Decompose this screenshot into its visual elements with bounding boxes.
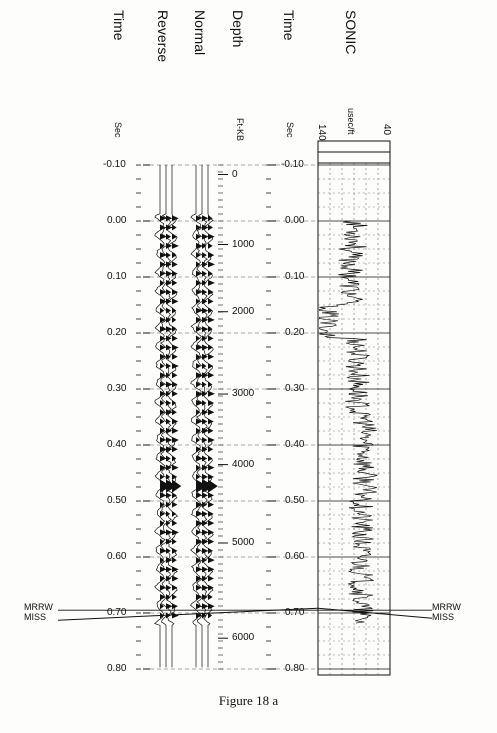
reverse-peak bbox=[166, 566, 172, 572]
reverse-peak bbox=[160, 437, 166, 443]
time-tick-right: 0.00 bbox=[285, 215, 305, 226]
reverse-peak bbox=[160, 345, 166, 351]
time-tick-left: 0.20 bbox=[107, 327, 127, 338]
time-tick-left: 0.00 bbox=[107, 215, 127, 226]
normal-peak bbox=[208, 391, 215, 397]
reverse-trace bbox=[155, 165, 166, 667]
reverse-peak bbox=[160, 289, 166, 295]
reverse-peak bbox=[172, 480, 181, 493]
normal-peak bbox=[202, 345, 208, 351]
reverse-trace bbox=[167, 165, 178, 667]
sonic-scale-left: 140 bbox=[316, 124, 327, 141]
normal-peak bbox=[208, 345, 213, 351]
normal-peak bbox=[196, 576, 202, 582]
reverse-peak bbox=[172, 289, 178, 295]
depth-tick-label: 0 bbox=[232, 168, 238, 180]
time-tick-left: 0.40 bbox=[107, 439, 127, 450]
normal-peak bbox=[202, 455, 207, 461]
reverse-peak bbox=[172, 298, 178, 304]
reverse-peak bbox=[166, 234, 171, 240]
reverse-trace bbox=[161, 165, 172, 667]
reverse-peak bbox=[172, 418, 178, 424]
reverse-peak bbox=[172, 428, 178, 434]
normal-peak bbox=[208, 326, 213, 332]
reverse-peak bbox=[172, 594, 177, 600]
reverse-peak bbox=[172, 566, 179, 572]
time-tick-left: -0.10 bbox=[103, 159, 126, 170]
normal-peak bbox=[202, 529, 209, 535]
header-sonic: SONIC bbox=[343, 10, 359, 55]
reverse-peak bbox=[172, 215, 179, 221]
reverse-peak bbox=[166, 585, 171, 591]
normal-peak bbox=[208, 502, 214, 508]
marker-right-line1: MRRW bbox=[432, 602, 461, 612]
header-time-right: Time bbox=[281, 10, 297, 41]
normal-peak bbox=[208, 455, 213, 461]
normal-peak bbox=[196, 234, 201, 240]
normal-peak bbox=[196, 317, 202, 323]
normal-peak bbox=[208, 354, 214, 360]
normal-peak bbox=[208, 234, 215, 240]
normal-peak bbox=[208, 465, 214, 471]
reverse-peak bbox=[172, 243, 179, 249]
reverse-peak bbox=[172, 280, 177, 286]
time-tick-right: 0.20 bbox=[285, 327, 305, 338]
normal-peak bbox=[208, 548, 213, 554]
normal-peak bbox=[208, 446, 213, 452]
time-tick-left: 0.60 bbox=[107, 551, 127, 562]
depth-tick-label: 3000 bbox=[232, 388, 255, 400]
time-tick-left: 0.10 bbox=[107, 271, 127, 282]
normal-peak bbox=[208, 474, 214, 480]
normal-peak bbox=[208, 539, 214, 545]
reverse-peak bbox=[172, 382, 178, 388]
reverse-peak bbox=[160, 566, 166, 572]
reverse-peak bbox=[166, 243, 172, 249]
normal-peak bbox=[196, 511, 203, 517]
reverse-peak bbox=[160, 234, 167, 240]
time-tick-right: 0.70 bbox=[285, 607, 305, 618]
reverse-peak bbox=[172, 576, 179, 582]
depth-tick-label: 6000 bbox=[232, 632, 255, 644]
time-tick-left: 0.50 bbox=[107, 495, 127, 506]
time-tick-right: 0.50 bbox=[285, 495, 305, 506]
reverse-peak bbox=[172, 261, 178, 267]
normal-peak bbox=[202, 326, 208, 332]
reverse-peak bbox=[166, 224, 173, 230]
reverse-peak bbox=[172, 474, 177, 480]
unit-sec-right: Sec bbox=[285, 122, 295, 138]
normal-peak bbox=[208, 372, 214, 378]
normal-peak bbox=[202, 492, 208, 498]
normal-peak bbox=[208, 400, 214, 406]
reverse-peak bbox=[172, 335, 178, 341]
normal-peak bbox=[208, 252, 214, 258]
time-tick-left: 0.80 bbox=[107, 663, 127, 674]
reverse-peak bbox=[172, 585, 178, 591]
reverse-peak bbox=[172, 372, 177, 378]
normal-peak bbox=[208, 437, 215, 443]
sonic-scale-right: 40 bbox=[381, 124, 392, 136]
reverse-peak bbox=[160, 409, 165, 415]
normal-peak bbox=[208, 480, 218, 493]
reverse-peak bbox=[172, 252, 177, 258]
marker-label-left bbox=[24, 602, 53, 622]
reverse-peak bbox=[166, 465, 172, 471]
reverse-peak bbox=[160, 492, 166, 498]
reverse-peak bbox=[172, 455, 176, 461]
normal-peak bbox=[202, 474, 208, 480]
normal-peak bbox=[208, 224, 213, 230]
normal-peak bbox=[208, 280, 215, 286]
normal-peak bbox=[208, 557, 215, 563]
reverse-peak bbox=[172, 345, 179, 351]
reverse-peak bbox=[172, 548, 178, 554]
normal-peak bbox=[208, 409, 214, 415]
normal-peak bbox=[196, 603, 202, 609]
marker-left-line1: MRRW bbox=[24, 602, 53, 612]
normal-peak bbox=[196, 585, 201, 591]
normal-peak bbox=[208, 566, 215, 572]
normal-peak bbox=[202, 437, 207, 443]
normal-peak bbox=[208, 511, 214, 517]
reverse-peak bbox=[172, 437, 179, 443]
reverse-peak bbox=[166, 252, 171, 258]
time-tick-left: 0.70 bbox=[107, 607, 127, 618]
reverse-peak bbox=[172, 391, 178, 397]
reverse-peak bbox=[160, 594, 166, 600]
normal-peak bbox=[202, 215, 208, 221]
reverse-peak bbox=[160, 529, 167, 535]
reverse-peak bbox=[172, 613, 179, 619]
normal-peak bbox=[208, 418, 214, 424]
normal-peak bbox=[202, 234, 209, 240]
normal-peak bbox=[208, 428, 213, 434]
normal-peak bbox=[196, 308, 203, 314]
reverse-peak bbox=[166, 603, 173, 609]
reverse-peak bbox=[172, 409, 177, 415]
header-normal: Normal bbox=[192, 10, 208, 56]
normal-peak bbox=[202, 566, 208, 572]
reverse-peak bbox=[172, 224, 177, 230]
time-tick-right: 0.60 bbox=[285, 551, 305, 562]
normal-peak bbox=[208, 243, 213, 249]
unit-sec-left: Sec bbox=[113, 122, 123, 138]
reverse-peak bbox=[172, 446, 178, 452]
reverse-peak bbox=[160, 391, 166, 397]
reverse-peak bbox=[166, 492, 172, 498]
normal-peak bbox=[208, 215, 213, 221]
reverse-peak bbox=[160, 428, 166, 434]
normal-peak bbox=[208, 317, 215, 323]
normal-peak bbox=[196, 409, 200, 415]
depth-tick-label: 5000 bbox=[232, 537, 255, 548]
normal-peak bbox=[196, 335, 200, 341]
normal-peak bbox=[196, 363, 201, 369]
normal-peak bbox=[208, 576, 214, 582]
marker-label-right bbox=[432, 602, 461, 622]
header-reverse: Reverse bbox=[155, 10, 171, 63]
normal-peak bbox=[202, 603, 209, 609]
reverse-peak bbox=[172, 465, 179, 471]
normal-peak bbox=[196, 261, 200, 267]
header-depth: Depth bbox=[230, 10, 246, 48]
depth-tick-label: 1000 bbox=[232, 238, 255, 250]
reverse-peak bbox=[166, 455, 171, 461]
reverse-peak bbox=[172, 271, 178, 277]
figure-caption: Figure 18 a bbox=[218, 693, 279, 708]
normal-peak bbox=[208, 594, 213, 600]
normal-peak bbox=[202, 557, 207, 563]
time-tick-right: 0.10 bbox=[285, 271, 305, 282]
marker-left-line2: MISS bbox=[24, 612, 47, 622]
depth-tick-label: 2000 bbox=[232, 305, 255, 317]
reverse-peak bbox=[172, 511, 176, 517]
normal-trace bbox=[191, 165, 202, 667]
normal-peak bbox=[208, 335, 214, 341]
reverse-peak bbox=[172, 520, 177, 526]
normal-trace bbox=[197, 165, 208, 667]
normal-peak bbox=[208, 520, 214, 526]
reverse-peak bbox=[166, 326, 173, 332]
time-tick-right: -0.10 bbox=[281, 159, 304, 170]
reverse-peak bbox=[166, 502, 171, 508]
unit-sonic: usec/ft bbox=[346, 108, 356, 135]
reverse-peak bbox=[166, 382, 173, 388]
unit-depth: Ft-KB bbox=[235, 118, 245, 142]
reverse-peak bbox=[172, 492, 177, 498]
depth-tick-label: 4000 bbox=[232, 458, 255, 470]
time-tick-left: 0.30 bbox=[107, 383, 127, 394]
header-time-left: Time bbox=[111, 10, 127, 41]
normal-peak bbox=[202, 224, 209, 230]
normal-peak bbox=[196, 529, 201, 535]
normal-peak bbox=[196, 474, 200, 480]
normal-peak bbox=[208, 298, 214, 304]
marker-right-line2: MISS bbox=[432, 612, 455, 622]
reverse-peak bbox=[172, 354, 178, 360]
sonic-curve bbox=[319, 221, 377, 623]
reverse-peak bbox=[172, 539, 177, 545]
normal-peak bbox=[196, 455, 203, 461]
normal-peak bbox=[196, 243, 203, 249]
reverse-peak bbox=[172, 557, 177, 563]
time-tick-right: 0.40 bbox=[285, 439, 305, 450]
reverse-peak bbox=[166, 437, 172, 443]
reverse-peak bbox=[172, 502, 177, 508]
reverse-peak bbox=[172, 317, 176, 323]
normal-peak bbox=[208, 261, 215, 267]
time-tick-right: 0.30 bbox=[285, 383, 305, 394]
time-tick-right: 0.80 bbox=[285, 663, 305, 674]
reverse-peak bbox=[166, 400, 171, 406]
